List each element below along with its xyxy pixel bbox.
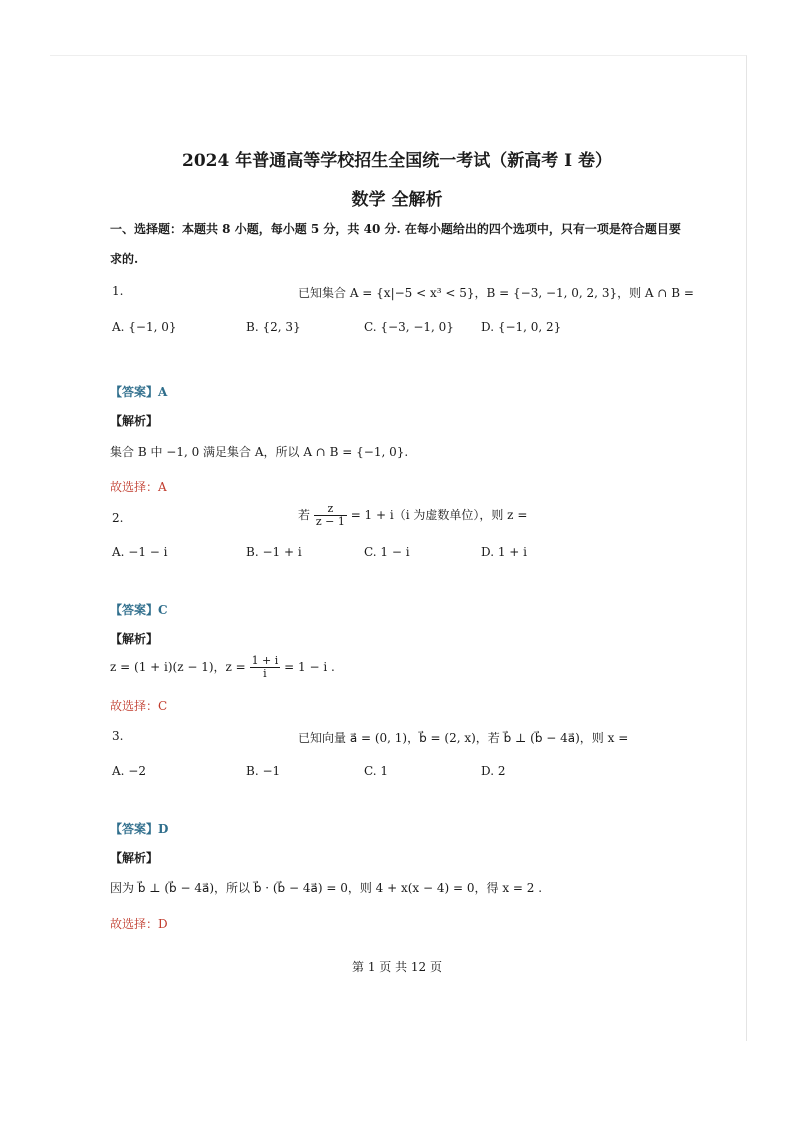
question-1-analysis: 集合 B 中 −1, 0 满足集合 A，所以 A ∩ B = {−1, 0}. [110, 445, 409, 459]
question-2-analysis-label: 【解析】 [110, 632, 159, 646]
fraction-denominator: z − 1 [315, 515, 345, 528]
fraction-numerator: z [314, 503, 347, 516]
page-footer: 第 1 页 共 12 页 [352, 960, 442, 974]
question-1-analysis-label: 【解析】 [110, 414, 159, 428]
question-1-option-d: D. {−1, 0, 2} [481, 320, 562, 334]
question-2-stem-post: = 1 + i（i 为虚数单位），则 z = [350, 508, 528, 522]
question-2-answer: 【答案】C [110, 603, 168, 617]
question-2-number: 2. [112, 511, 124, 525]
section-instruction-cont: 求的. [110, 252, 139, 266]
question-1-option-c: C. {−3, −1, 0} [364, 320, 454, 334]
question-1-option-a: A. {−1, 0} [112, 320, 177, 334]
question-2-choice: 故选择：C [110, 699, 168, 713]
question-2-option-b: B. −1 + i [246, 545, 302, 559]
question-3-choice: 故选择：D [110, 917, 168, 931]
fraction-denominator: i [263, 667, 267, 680]
question-2-option-d: D. 1 + i [481, 545, 527, 559]
fraction-numerator: 1 + i [251, 654, 279, 667]
question-3-analysis: 因为 b⃗ ⊥ (b⃗ − 4a⃗)，所以 b⃗ · (b⃗ − 4a⃗) = 0，则 4 + x(x − 4) = 0，得 x = 2 . [110, 881, 543, 895]
page-title: 2024 年普通高等学校招生全国统一考试（新高考 I 卷） [181, 151, 613, 171]
question-3-option-c: C. 1 [364, 764, 389, 778]
question-3-analysis-label: 【解析】 [110, 851, 159, 865]
question-1-stem: 已知集合 A = {x|−5 < x³ < 5}，B = {−3, −1, 0, 2, 3}，则 A ∩ B = [298, 286, 694, 300]
section-instruction: 一、选择题：本题共 8 小题，每小题 5 分，共 40 分. 在每小题给出的四个选项中，只有一项是符合题目要 [110, 222, 681, 236]
question-2-analysis-pre: z = (1 + i)(z − 1)，z = [110, 660, 246, 674]
question-1-option-b: B. {2, 3} [246, 320, 301, 334]
question-3-option-b: B. −1 [246, 764, 281, 778]
question-1-choice: 故选择：A [110, 480, 167, 494]
question-2-analysis-fraction [250, 655, 281, 680]
question-3-answer: 【答案】D [110, 822, 169, 836]
question-3-number: 3. [112, 729, 124, 743]
question-1-number: 1. [112, 284, 124, 298]
question-3-stem: 已知向量 a⃗ = (0, 1)，b⃗ = (2, x)，若 b⃗ ⊥ (b⃗ − 4a⃗)，则 x = [298, 731, 629, 745]
question-3-option-d: D. 2 [481, 764, 506, 778]
question-3-option-a: A. −2 [112, 764, 146, 778]
question-2-stem [298, 503, 527, 528]
question-2-analysis [110, 655, 335, 680]
question-1-answer: 【答案】A [110, 385, 168, 399]
question-2-analysis-post: = 1 − i . [284, 660, 335, 674]
question-2-stem-pre: 若 [298, 508, 311, 522]
question-2-option-a: A. −1 − i [112, 545, 168, 559]
page-subtitle: 数学 全解析 [351, 190, 443, 210]
question-2-fraction [314, 503, 347, 528]
question-2-option-c: C. 1 − i [364, 545, 410, 559]
